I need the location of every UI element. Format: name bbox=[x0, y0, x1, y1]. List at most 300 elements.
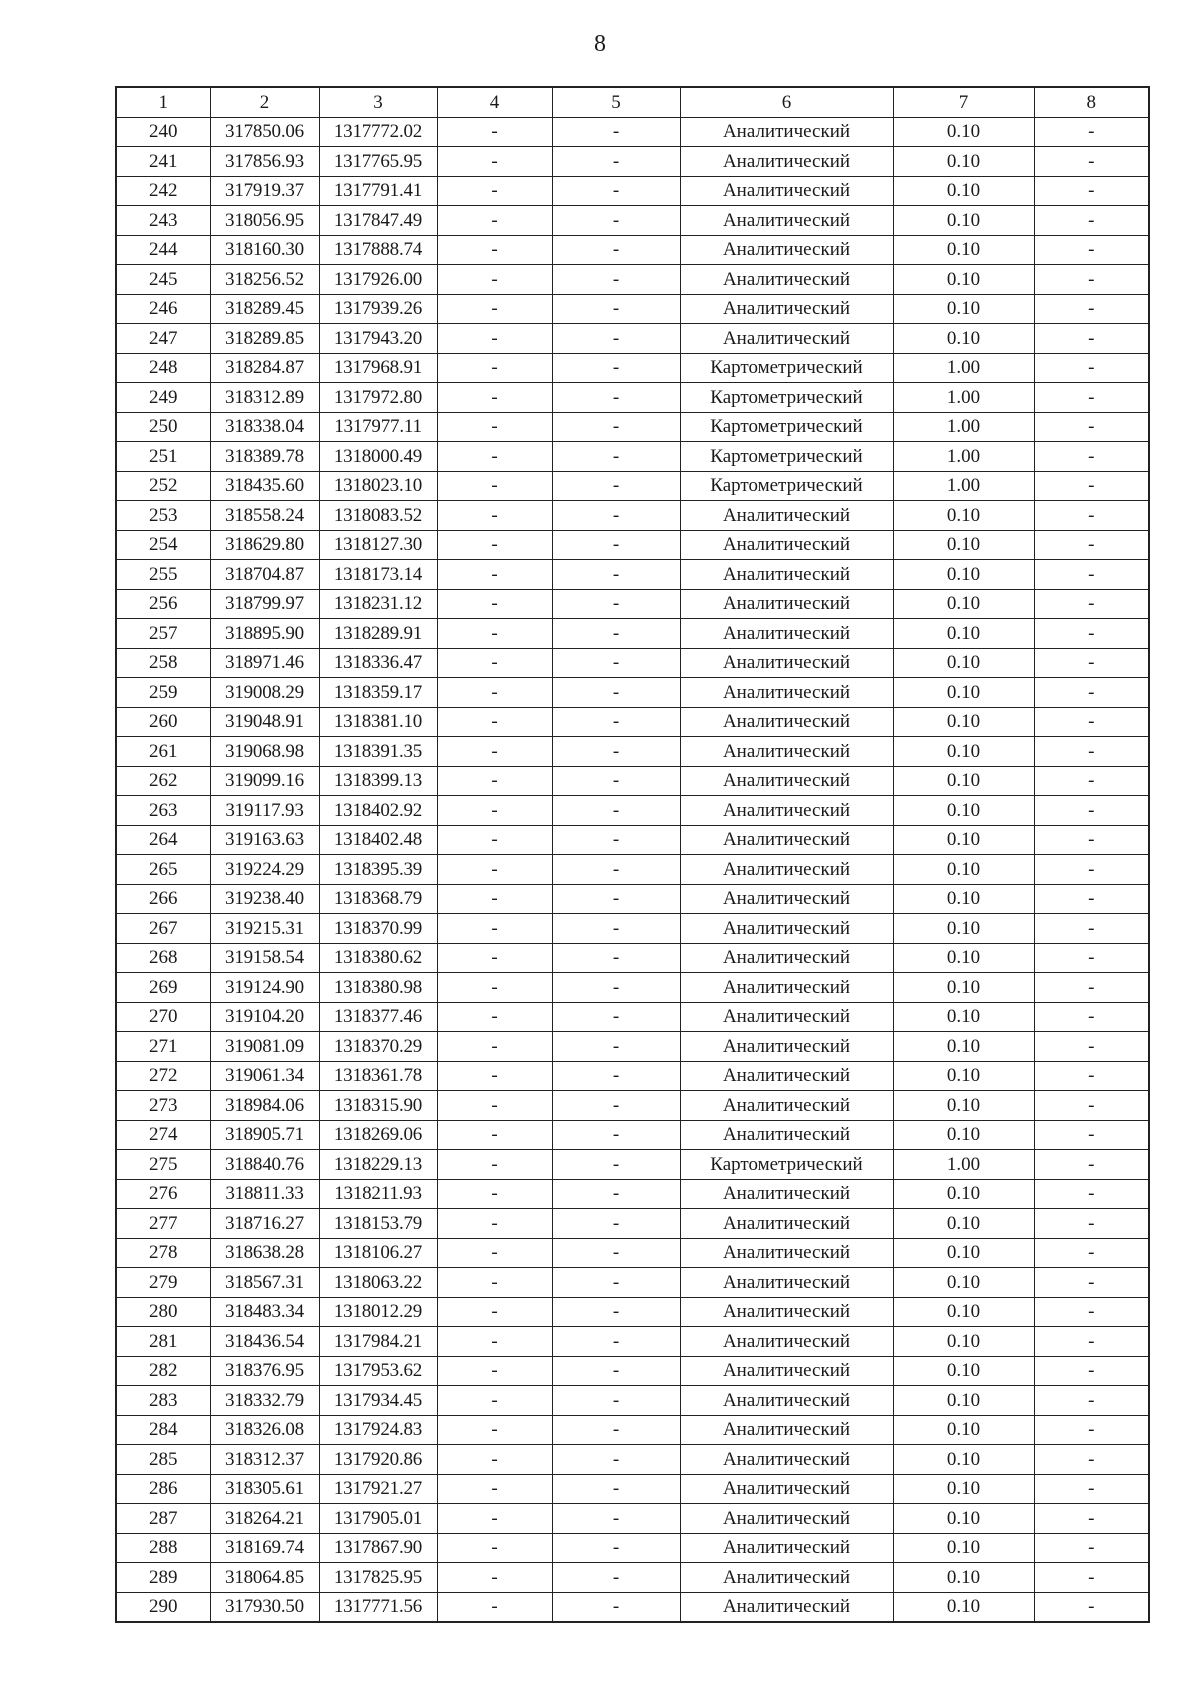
accuracy-cell: 0.10 bbox=[893, 501, 1034, 531]
col5-cell: - bbox=[552, 766, 680, 796]
method-cell: Аналитический bbox=[680, 648, 893, 678]
y-coordinate-cell: 1317977.11 bbox=[319, 412, 437, 442]
point-number-cell: 255 bbox=[116, 560, 210, 590]
y-coordinate-cell: 1318023.10 bbox=[319, 471, 437, 501]
col5-cell: - bbox=[552, 383, 680, 413]
col4-cell: - bbox=[437, 294, 552, 324]
page-number: 8 bbox=[594, 31, 606, 57]
y-coordinate-cell: 1318127.30 bbox=[319, 530, 437, 560]
method-cell: Аналитический bbox=[680, 176, 893, 206]
table-row bbox=[116, 678, 1149, 708]
point-number-cell: 242 bbox=[116, 176, 210, 206]
col4-cell: - bbox=[437, 1179, 552, 1209]
method-cell: Аналитический bbox=[680, 1356, 893, 1386]
col5-cell: - bbox=[552, 471, 680, 501]
method-cell: Аналитический bbox=[680, 501, 893, 531]
x-coordinate-cell: 318436.54 bbox=[210, 1327, 319, 1357]
col4-cell: - bbox=[437, 973, 552, 1003]
accuracy-cell: 0.10 bbox=[893, 117, 1034, 147]
accuracy-cell: 0.10 bbox=[893, 796, 1034, 826]
point-number-cell: 259 bbox=[116, 678, 210, 708]
y-coordinate-cell: 1317765.95 bbox=[319, 147, 437, 177]
col5-cell: - bbox=[552, 1386, 680, 1416]
y-coordinate-cell: 1318000.49 bbox=[319, 442, 437, 472]
table-row bbox=[116, 589, 1149, 619]
col4-cell: - bbox=[437, 1209, 552, 1239]
x-coordinate-cell: 318056.95 bbox=[210, 206, 319, 236]
method-cell: Аналитический bbox=[680, 1563, 893, 1593]
y-coordinate-cell: 1317791.41 bbox=[319, 176, 437, 206]
y-coordinate-cell: 1318359.17 bbox=[319, 678, 437, 708]
col4-cell: - bbox=[437, 1150, 552, 1180]
y-coordinate-cell: 1318211.93 bbox=[319, 1179, 437, 1209]
method-cell: Аналитический bbox=[680, 1091, 893, 1121]
col5-cell: - bbox=[552, 1238, 680, 1268]
col8-cell: - bbox=[1034, 1504, 1149, 1534]
point-number-cell: 280 bbox=[116, 1297, 210, 1327]
y-coordinate-cell: 1318336.47 bbox=[319, 648, 437, 678]
y-coordinate-cell: 1317924.83 bbox=[319, 1415, 437, 1445]
col4-cell: - bbox=[437, 1120, 552, 1150]
col4-cell: - bbox=[437, 353, 552, 383]
column-header-6: 6 bbox=[680, 87, 893, 117]
x-coordinate-cell: 318799.97 bbox=[210, 589, 319, 619]
accuracy-cell: 0.10 bbox=[893, 147, 1034, 177]
col4-cell: - bbox=[437, 1091, 552, 1121]
accuracy-cell: 0.10 bbox=[893, 973, 1034, 1003]
method-cell: Аналитический bbox=[680, 1120, 893, 1150]
y-coordinate-cell: 1317772.02 bbox=[319, 117, 437, 147]
accuracy-cell: 0.10 bbox=[893, 1032, 1034, 1062]
col4-cell: - bbox=[437, 589, 552, 619]
point-number-cell: 273 bbox=[116, 1091, 210, 1121]
x-coordinate-cell: 319238.40 bbox=[210, 884, 319, 914]
point-number-cell: 283 bbox=[116, 1386, 210, 1416]
col5-cell: - bbox=[552, 648, 680, 678]
method-cell: Аналитический bbox=[680, 560, 893, 590]
method-cell: Аналитический bbox=[680, 884, 893, 914]
col4-cell: - bbox=[437, 619, 552, 649]
method-cell: Аналитический bbox=[680, 1386, 893, 1416]
table-row bbox=[116, 1297, 1149, 1327]
col8-cell: - bbox=[1034, 737, 1149, 767]
col8-cell: - bbox=[1034, 619, 1149, 649]
col5-cell: - bbox=[552, 973, 680, 1003]
x-coordinate-cell: 319099.16 bbox=[210, 766, 319, 796]
col4-cell: - bbox=[437, 1592, 552, 1622]
col5-cell: - bbox=[552, 1563, 680, 1593]
col4-cell: - bbox=[437, 1533, 552, 1563]
table-row bbox=[116, 530, 1149, 560]
method-cell: Аналитический bbox=[680, 206, 893, 236]
method-cell: Аналитический bbox=[680, 294, 893, 324]
x-coordinate-cell: 318483.34 bbox=[210, 1297, 319, 1327]
col5-cell: - bbox=[552, 855, 680, 885]
table-row bbox=[116, 1386, 1149, 1416]
col8-cell: - bbox=[1034, 1386, 1149, 1416]
x-coordinate-cell: 318289.45 bbox=[210, 294, 319, 324]
method-cell: Картометрический bbox=[680, 471, 893, 501]
method-cell: Аналитический bbox=[680, 1474, 893, 1504]
x-coordinate-cell: 318332.79 bbox=[210, 1386, 319, 1416]
table-row bbox=[116, 235, 1149, 265]
col4-cell: - bbox=[437, 825, 552, 855]
y-coordinate-cell: 1318402.48 bbox=[319, 825, 437, 855]
method-cell: Аналитический bbox=[680, 117, 893, 147]
point-number-cell: 271 bbox=[116, 1032, 210, 1062]
method-cell: Аналитический bbox=[680, 796, 893, 826]
table-row bbox=[116, 1179, 1149, 1209]
y-coordinate-cell: 1318289.91 bbox=[319, 619, 437, 649]
col4-cell: - bbox=[437, 796, 552, 826]
accuracy-cell: 0.10 bbox=[893, 648, 1034, 678]
col5-cell: - bbox=[552, 1504, 680, 1534]
method-cell: Картометрический bbox=[680, 1150, 893, 1180]
col8-cell: - bbox=[1034, 589, 1149, 619]
table-row bbox=[116, 1415, 1149, 1445]
x-coordinate-cell: 318558.24 bbox=[210, 501, 319, 531]
x-coordinate-cell: 319081.09 bbox=[210, 1032, 319, 1062]
table-row bbox=[116, 176, 1149, 206]
accuracy-cell: 0.10 bbox=[893, 176, 1034, 206]
y-coordinate-cell: 1318399.13 bbox=[319, 766, 437, 796]
accuracy-cell: 0.10 bbox=[893, 1592, 1034, 1622]
col5-cell: - bbox=[552, 294, 680, 324]
method-cell: Аналитический bbox=[680, 1592, 893, 1622]
table-row bbox=[116, 737, 1149, 767]
method-cell: Аналитический bbox=[680, 1327, 893, 1357]
x-coordinate-cell: 318435.60 bbox=[210, 471, 319, 501]
column-header-8: 8 bbox=[1034, 87, 1149, 117]
col8-cell: - bbox=[1034, 1415, 1149, 1445]
x-coordinate-cell: 318984.06 bbox=[210, 1091, 319, 1121]
point-number-cell: 261 bbox=[116, 737, 210, 767]
point-number-cell: 246 bbox=[116, 294, 210, 324]
accuracy-cell: 0.10 bbox=[893, 1268, 1034, 1298]
col4-cell: - bbox=[437, 147, 552, 177]
accuracy-cell: 0.10 bbox=[893, 766, 1034, 796]
col4-cell: - bbox=[437, 678, 552, 708]
accuracy-cell: 0.10 bbox=[893, 1356, 1034, 1386]
table-row bbox=[116, 1091, 1149, 1121]
col8-cell: - bbox=[1034, 1150, 1149, 1180]
col5-cell: - bbox=[552, 1415, 680, 1445]
col4-cell: - bbox=[437, 1238, 552, 1268]
x-coordinate-cell: 318284.87 bbox=[210, 353, 319, 383]
col4-cell: - bbox=[437, 943, 552, 973]
col8-cell: - bbox=[1034, 471, 1149, 501]
method-cell: Аналитический bbox=[680, 1032, 893, 1062]
point-number-cell: 265 bbox=[116, 855, 210, 885]
col4-cell: - bbox=[437, 1268, 552, 1298]
y-coordinate-cell: 1318395.39 bbox=[319, 855, 437, 885]
col8-cell: - bbox=[1034, 530, 1149, 560]
y-coordinate-cell: 1318391.35 bbox=[319, 737, 437, 767]
x-coordinate-cell: 318895.90 bbox=[210, 619, 319, 649]
table-row bbox=[116, 117, 1149, 147]
x-coordinate-cell: 318169.74 bbox=[210, 1533, 319, 1563]
accuracy-cell: 0.10 bbox=[893, 855, 1034, 885]
col8-cell: - bbox=[1034, 1445, 1149, 1475]
x-coordinate-cell: 318305.61 bbox=[210, 1474, 319, 1504]
col5-cell: - bbox=[552, 1032, 680, 1062]
method-cell: Аналитический bbox=[680, 619, 893, 649]
y-coordinate-cell: 1318012.29 bbox=[319, 1297, 437, 1327]
table-row bbox=[116, 353, 1149, 383]
table-row bbox=[116, 1238, 1149, 1268]
col5-cell: - bbox=[552, 884, 680, 914]
y-coordinate-cell: 1318269.06 bbox=[319, 1120, 437, 1150]
method-cell: Аналитический bbox=[680, 1445, 893, 1475]
table-row bbox=[116, 648, 1149, 678]
table-row bbox=[116, 442, 1149, 472]
coordinates-table bbox=[115, 86, 1150, 1623]
y-coordinate-cell: 1318380.62 bbox=[319, 943, 437, 973]
col5-cell: - bbox=[552, 235, 680, 265]
column-header-7: 7 bbox=[893, 87, 1034, 117]
table-row bbox=[116, 1002, 1149, 1032]
col8-cell: - bbox=[1034, 1356, 1149, 1386]
accuracy-cell: 0.10 bbox=[893, 589, 1034, 619]
accuracy-cell: 0.10 bbox=[893, 235, 1034, 265]
x-coordinate-cell: 318905.71 bbox=[210, 1120, 319, 1150]
accuracy-cell: 0.10 bbox=[893, 1297, 1034, 1327]
col8-cell: - bbox=[1034, 1474, 1149, 1504]
col4-cell: - bbox=[437, 1445, 552, 1475]
col5-cell: - bbox=[552, 1592, 680, 1622]
point-number-cell: 284 bbox=[116, 1415, 210, 1445]
col5-cell: - bbox=[552, 1150, 680, 1180]
accuracy-cell: 0.10 bbox=[893, 1238, 1034, 1268]
point-number-cell: 266 bbox=[116, 884, 210, 914]
point-number-cell: 260 bbox=[116, 707, 210, 737]
x-coordinate-cell: 317850.06 bbox=[210, 117, 319, 147]
accuracy-cell: 0.10 bbox=[893, 737, 1034, 767]
point-number-cell: 277 bbox=[116, 1209, 210, 1239]
point-number-cell: 252 bbox=[116, 471, 210, 501]
table-row bbox=[116, 471, 1149, 501]
column-header-1: 1 bbox=[116, 87, 210, 117]
y-coordinate-cell: 1317926.00 bbox=[319, 265, 437, 295]
y-coordinate-cell: 1317771.56 bbox=[319, 1592, 437, 1622]
y-coordinate-cell: 1317984.21 bbox=[319, 1327, 437, 1357]
x-coordinate-cell: 319158.54 bbox=[210, 943, 319, 973]
col8-cell: - bbox=[1034, 412, 1149, 442]
point-number-cell: 257 bbox=[116, 619, 210, 649]
col4-cell: - bbox=[437, 707, 552, 737]
col5-cell: - bbox=[552, 176, 680, 206]
accuracy-cell: 0.10 bbox=[893, 265, 1034, 295]
y-coordinate-cell: 1317867.90 bbox=[319, 1533, 437, 1563]
accuracy-cell: 0.10 bbox=[893, 1386, 1034, 1416]
x-coordinate-cell: 318716.27 bbox=[210, 1209, 319, 1239]
col8-cell: - bbox=[1034, 1297, 1149, 1327]
method-cell: Аналитический bbox=[680, 1238, 893, 1268]
col4-cell: - bbox=[437, 1415, 552, 1445]
x-coordinate-cell: 319068.98 bbox=[210, 737, 319, 767]
col5-cell: - bbox=[552, 1327, 680, 1357]
point-number-cell: 275 bbox=[116, 1150, 210, 1180]
col8-cell: - bbox=[1034, 707, 1149, 737]
y-coordinate-cell: 1317905.01 bbox=[319, 1504, 437, 1534]
y-coordinate-cell: 1318370.29 bbox=[319, 1032, 437, 1062]
table-row bbox=[116, 1150, 1149, 1180]
table-row bbox=[116, 1533, 1149, 1563]
x-coordinate-cell: 319104.20 bbox=[210, 1002, 319, 1032]
y-coordinate-cell: 1317943.20 bbox=[319, 324, 437, 354]
x-coordinate-cell: 318312.37 bbox=[210, 1445, 319, 1475]
table-row bbox=[116, 1445, 1149, 1475]
accuracy-cell: 0.10 bbox=[893, 884, 1034, 914]
y-coordinate-cell: 1318402.92 bbox=[319, 796, 437, 826]
point-number-cell: 289 bbox=[116, 1563, 210, 1593]
col5-cell: - bbox=[552, 442, 680, 472]
col4-cell: - bbox=[437, 1386, 552, 1416]
table-row bbox=[116, 265, 1149, 295]
accuracy-cell: 0.10 bbox=[893, 914, 1034, 944]
col5-cell: - bbox=[552, 1002, 680, 1032]
y-coordinate-cell: 1317920.86 bbox=[319, 1445, 437, 1475]
col8-cell: - bbox=[1034, 973, 1149, 1003]
column-header-5: 5 bbox=[552, 87, 680, 117]
col5-cell: - bbox=[552, 1297, 680, 1327]
point-number-cell: 272 bbox=[116, 1061, 210, 1091]
col4-cell: - bbox=[437, 412, 552, 442]
point-number-cell: 243 bbox=[116, 206, 210, 236]
y-coordinate-cell: 1317825.95 bbox=[319, 1563, 437, 1593]
col4-cell: - bbox=[437, 560, 552, 590]
y-coordinate-cell: 1317888.74 bbox=[319, 235, 437, 265]
x-coordinate-cell: 319163.63 bbox=[210, 825, 319, 855]
col4-cell: - bbox=[437, 1002, 552, 1032]
table-row bbox=[116, 206, 1149, 236]
x-coordinate-cell: 318704.87 bbox=[210, 560, 319, 590]
table-row bbox=[116, 884, 1149, 914]
col5-cell: - bbox=[552, 1179, 680, 1209]
point-number-cell: 264 bbox=[116, 825, 210, 855]
y-coordinate-cell: 1318381.10 bbox=[319, 707, 437, 737]
col5-cell: - bbox=[552, 1356, 680, 1386]
col4-cell: - bbox=[437, 471, 552, 501]
point-number-cell: 240 bbox=[116, 117, 210, 147]
col5-cell: - bbox=[552, 324, 680, 354]
table-row bbox=[116, 1592, 1149, 1622]
method-cell: Аналитический bbox=[680, 707, 893, 737]
method-cell: Аналитический bbox=[680, 589, 893, 619]
col5-cell: - bbox=[552, 147, 680, 177]
x-coordinate-cell: 318338.04 bbox=[210, 412, 319, 442]
method-cell: Аналитический bbox=[680, 1061, 893, 1091]
x-coordinate-cell: 318376.95 bbox=[210, 1356, 319, 1386]
point-number-cell: 281 bbox=[116, 1327, 210, 1357]
accuracy-cell: 0.10 bbox=[893, 560, 1034, 590]
col8-cell: - bbox=[1034, 678, 1149, 708]
method-cell: Аналитический bbox=[680, 1268, 893, 1298]
x-coordinate-cell: 319124.90 bbox=[210, 973, 319, 1003]
table-header-row bbox=[116, 87, 1149, 117]
y-coordinate-cell: 1318368.79 bbox=[319, 884, 437, 914]
accuracy-cell: 0.10 bbox=[893, 1179, 1034, 1209]
accuracy-cell: 0.10 bbox=[893, 530, 1034, 560]
col8-cell: - bbox=[1034, 1563, 1149, 1593]
method-cell: Аналитический bbox=[680, 766, 893, 796]
y-coordinate-cell: 1318153.79 bbox=[319, 1209, 437, 1239]
x-coordinate-cell: 318160.30 bbox=[210, 235, 319, 265]
x-coordinate-cell: 318629.80 bbox=[210, 530, 319, 560]
col4-cell: - bbox=[437, 1061, 552, 1091]
method-cell: Аналитический bbox=[680, 1297, 893, 1327]
y-coordinate-cell: 1318377.46 bbox=[319, 1002, 437, 1032]
col8-cell: - bbox=[1034, 1032, 1149, 1062]
col4-cell: - bbox=[437, 1297, 552, 1327]
col4-cell: - bbox=[437, 1474, 552, 1504]
method-cell: Картометрический bbox=[680, 353, 893, 383]
table-row bbox=[116, 707, 1149, 737]
accuracy-cell: 0.10 bbox=[893, 294, 1034, 324]
col4-cell: - bbox=[437, 1563, 552, 1593]
col5-cell: - bbox=[552, 1061, 680, 1091]
method-cell: Аналитический bbox=[680, 973, 893, 1003]
col4-cell: - bbox=[437, 884, 552, 914]
col8-cell: - bbox=[1034, 884, 1149, 914]
col8-cell: - bbox=[1034, 1091, 1149, 1121]
x-coordinate-cell: 318638.28 bbox=[210, 1238, 319, 1268]
x-coordinate-cell: 318312.89 bbox=[210, 383, 319, 413]
point-number-cell: 276 bbox=[116, 1179, 210, 1209]
col4-cell: - bbox=[437, 648, 552, 678]
y-coordinate-cell: 1318083.52 bbox=[319, 501, 437, 531]
point-number-cell: 279 bbox=[116, 1268, 210, 1298]
method-cell: Картометрический bbox=[680, 412, 893, 442]
method-cell: Аналитический bbox=[680, 1415, 893, 1445]
accuracy-cell: 0.10 bbox=[893, 1533, 1034, 1563]
point-number-cell: 249 bbox=[116, 383, 210, 413]
point-number-cell: 251 bbox=[116, 442, 210, 472]
table-row bbox=[116, 1504, 1149, 1534]
col5-cell: - bbox=[552, 1091, 680, 1121]
method-cell: Картометрический bbox=[680, 442, 893, 472]
method-cell: Аналитический bbox=[680, 1504, 893, 1534]
point-number-cell: 241 bbox=[116, 147, 210, 177]
table-row bbox=[116, 412, 1149, 442]
method-cell: Аналитический bbox=[680, 530, 893, 560]
col4-cell: - bbox=[437, 1504, 552, 1534]
col5-cell: - bbox=[552, 530, 680, 560]
col5-cell: - bbox=[552, 560, 680, 590]
col4-cell: - bbox=[437, 265, 552, 295]
col8-cell: - bbox=[1034, 235, 1149, 265]
col5-cell: - bbox=[552, 265, 680, 295]
col8-cell: - bbox=[1034, 766, 1149, 796]
col8-cell: - bbox=[1034, 442, 1149, 472]
col8-cell: - bbox=[1034, 1002, 1149, 1032]
col4-cell: - bbox=[437, 530, 552, 560]
point-number-cell: 278 bbox=[116, 1238, 210, 1268]
table-row bbox=[116, 147, 1149, 177]
table-row bbox=[116, 1268, 1149, 1298]
x-coordinate-cell: 318264.21 bbox=[210, 1504, 319, 1534]
table-row bbox=[116, 383, 1149, 413]
point-number-cell: 285 bbox=[116, 1445, 210, 1475]
col8-cell: - bbox=[1034, 324, 1149, 354]
point-number-cell: 254 bbox=[116, 530, 210, 560]
col5-cell: - bbox=[552, 501, 680, 531]
x-coordinate-cell: 318256.52 bbox=[210, 265, 319, 295]
col8-cell: - bbox=[1034, 943, 1149, 973]
accuracy-cell: 1.00 bbox=[893, 412, 1034, 442]
table-row bbox=[116, 914, 1149, 944]
y-coordinate-cell: 1318106.27 bbox=[319, 1238, 437, 1268]
